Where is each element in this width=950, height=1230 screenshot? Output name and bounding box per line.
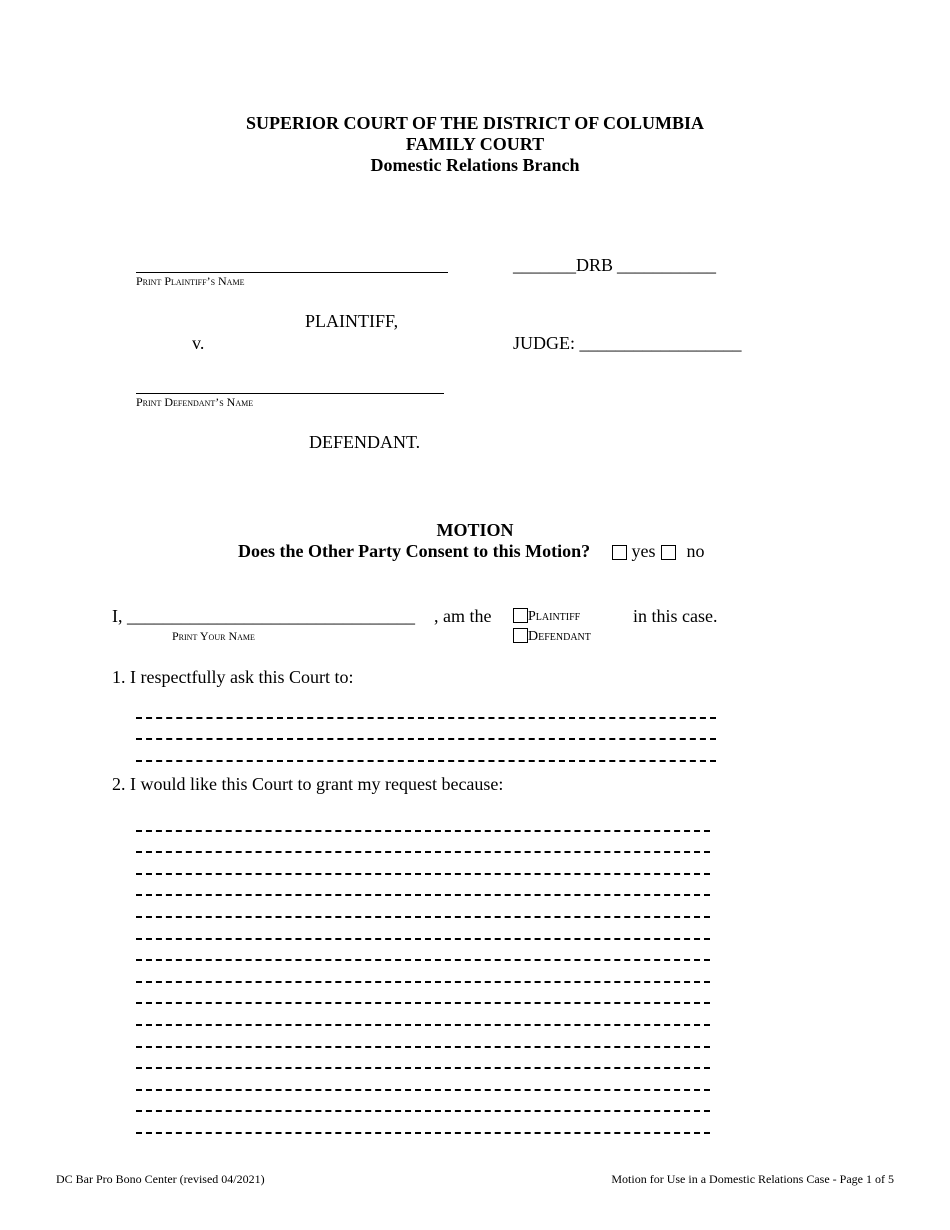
item-2-answer-lines[interactable] — [136, 813, 710, 1137]
answer-line[interactable] — [136, 722, 716, 744]
defendant-label: DEFENDANT. — [309, 432, 421, 452]
plaintiff-name-field[interactable] — [136, 272, 448, 273]
footer-right: Motion for Use in a Domestic Relations Case - Page 1 of 5 — [611, 1172, 894, 1186]
footer-left: DC Bar Pro Bono Center (revised 04/2021) — [56, 1172, 265, 1186]
plaintiff-option-label: Plaintiff — [528, 609, 581, 624]
item-1-number: 1. — [112, 667, 126, 687]
item-1-text: I respectfully ask this Court to: — [130, 667, 354, 687]
item-1-answer-lines[interactable] — [136, 700, 716, 765]
case-number-suffix: ___________ — [617, 255, 717, 275]
case-number-field[interactable] — [513, 255, 716, 276]
your-name-field[interactable]: ________________________________ — [127, 606, 415, 626]
case-number-prefix: _______ — [513, 255, 576, 275]
plaintiff-checkbox[interactable] — [513, 608, 528, 623]
consent-no-label: no — [686, 541, 705, 561]
court-division: FAMILY COURT — [405, 134, 545, 154]
answer-line[interactable] — [136, 1007, 710, 1029]
answer-line[interactable] — [136, 813, 710, 835]
consent-yes-label: yes — [631, 541, 656, 561]
consent-question: Does the Other Party Consent to this Motion? — [238, 541, 591, 561]
answer-line[interactable] — [136, 835, 710, 857]
defendant-option-label: Defendant — [528, 629, 591, 644]
answer-line[interactable] — [136, 1094, 710, 1116]
answer-line[interactable] — [136, 743, 716, 765]
defendant-checkbox[interactable] — [513, 628, 528, 643]
party-intro: I, — [112, 606, 123, 626]
answer-line[interactable] — [136, 1072, 710, 1094]
answer-line[interactable] — [136, 1029, 710, 1051]
answer-line[interactable] — [136, 986, 710, 1008]
case-type: DRB — [576, 255, 614, 275]
in-this-case-label: in this case. — [633, 606, 718, 626]
plaintiff-option — [513, 608, 580, 625]
answer-line[interactable] — [136, 1051, 710, 1073]
court-name: SUPERIOR COURT OF THE DISTRICT OF COLUMBIA — [245, 113, 705, 133]
defendant-name-field[interactable] — [136, 393, 444, 394]
versus-label: v. — [192, 333, 205, 353]
item-2-text: I would like this Court to grant my request because: — [130, 774, 504, 794]
item-1 — [112, 667, 353, 688]
answer-line[interactable] — [136, 943, 710, 965]
judge-label: JUDGE: — [513, 333, 575, 353]
answer-line[interactable] — [136, 700, 716, 722]
your-name-label: Print Your Name — [172, 629, 255, 643]
item-2 — [112, 774, 503, 795]
answer-line[interactable] — [136, 899, 710, 921]
answer-line[interactable] — [136, 856, 710, 878]
court-branch: Domestic Relations Branch — [370, 155, 580, 175]
am-the-label: , am the — [434, 606, 492, 626]
plaintiff-label: PLAINTIFF, — [305, 311, 399, 331]
judge-blank: __________________ — [579, 333, 742, 353]
answer-line[interactable] — [136, 921, 710, 943]
consent-yes-checkbox[interactable] — [612, 545, 627, 560]
judge-field[interactable] — [513, 333, 742, 354]
motion-title: MOTION — [436, 520, 514, 540]
defendant-option — [513, 628, 591, 645]
answer-line[interactable] — [136, 964, 710, 986]
item-2-number: 2. — [112, 774, 126, 794]
consent-options — [612, 541, 705, 562]
answer-line[interactable] — [136, 1115, 710, 1137]
consent-no-checkbox[interactable] — [661, 545, 676, 560]
answer-line[interactable] — [136, 878, 710, 900]
defendant-name-label: Print Defendant’s Name — [136, 395, 254, 409]
plaintiff-name-label: Print Plaintiff’s Name — [136, 274, 245, 288]
